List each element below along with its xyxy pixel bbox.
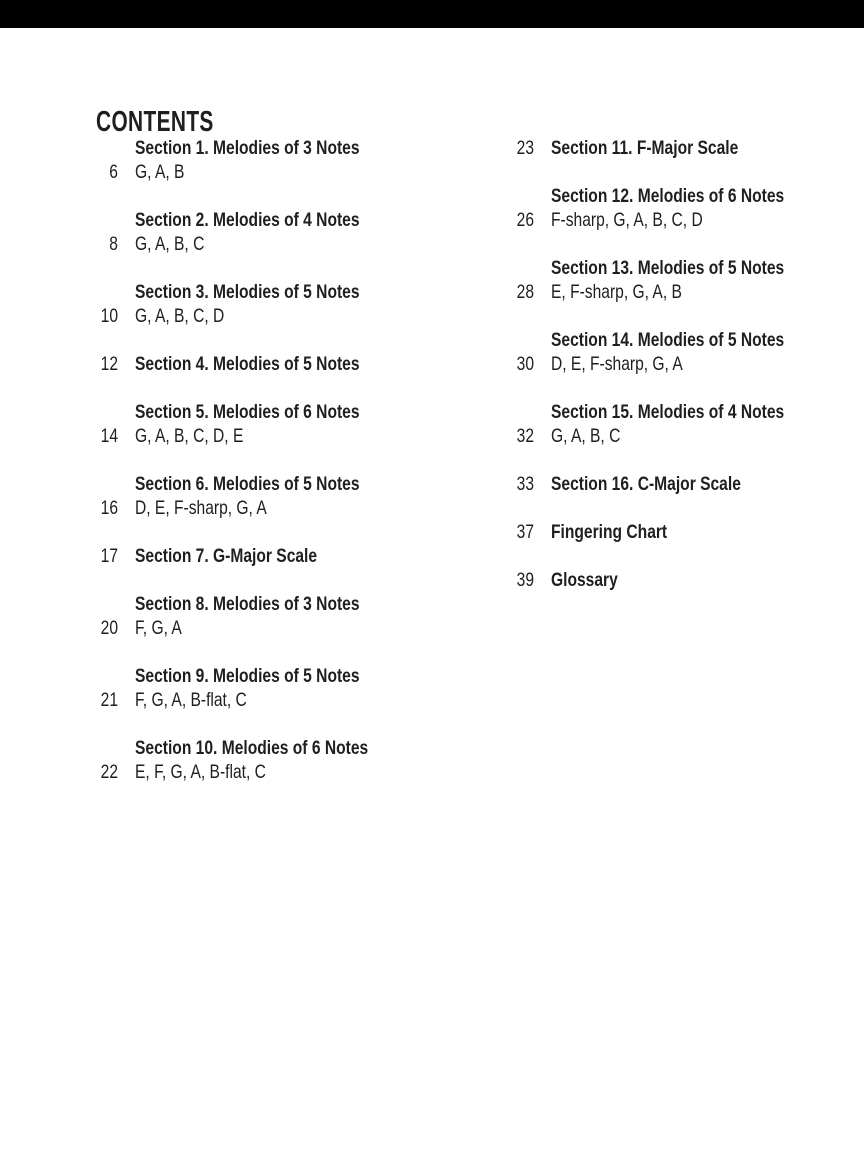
entry-title: Section 16. C-Major Scale — [551, 473, 741, 495]
toc-right-column — [486, 136, 856, 616]
toc-entry-title-line — [486, 256, 856, 280]
toc-entry — [70, 208, 440, 256]
entry-title: Section 8. Melodies of 3 Notes — [135, 593, 360, 615]
toc-entry-title-line — [486, 472, 856, 496]
toc-entry-title-line — [70, 136, 440, 160]
toc-entry — [70, 736, 440, 784]
entry-notes: F-sharp, G, A, B, C, D — [551, 209, 703, 231]
page-number: 28 — [516, 281, 534, 303]
page-number: 16 — [100, 497, 118, 519]
toc-entry-notes-line — [70, 232, 440, 256]
toc-entry-notes-line — [70, 688, 440, 712]
entry-notes: G, A, B — [135, 161, 185, 183]
page-number: 23 — [516, 137, 534, 159]
entry-notes: G, A, B, C — [135, 233, 205, 255]
toc-entry-title-line — [70, 544, 440, 568]
entry-notes: F, G, A — [135, 617, 182, 639]
toc-entry-notes-line — [486, 352, 856, 376]
entry-title: Section 6. Melodies of 5 Notes — [135, 473, 360, 495]
toc-entry-title-line — [70, 400, 440, 424]
entry-title: Glossary — [551, 569, 618, 591]
page-number: 10 — [100, 305, 118, 327]
page-number: 26 — [516, 209, 534, 231]
page-number: 8 — [109, 233, 118, 255]
toc-entry-notes-line — [70, 616, 440, 640]
toc-entry — [70, 136, 440, 184]
entry-notes: F, G, A, B-flat, C — [135, 689, 247, 711]
page-number — [80, 472, 118, 496]
entry-title: Section 12. Melodies of 6 Notes — [551, 185, 785, 207]
toc-entry-title-line — [70, 592, 440, 616]
page-number — [80, 136, 118, 160]
entry-title: Section 2. Melodies of 4 Notes — [135, 209, 360, 231]
page-number: 22 — [100, 761, 118, 783]
page-title: CONTENTS — [96, 106, 214, 139]
toc-entry — [70, 544, 440, 568]
toc-entry-title-line — [70, 208, 440, 232]
page-number — [496, 400, 534, 424]
page-number — [80, 208, 118, 232]
entry-title: Fingering Chart — [551, 521, 668, 543]
toc-entry-notes-line — [70, 424, 440, 448]
entry-notes: D, E, F-sharp, G, A — [551, 353, 683, 375]
page-number — [80, 592, 118, 616]
page-number — [80, 280, 118, 304]
toc-entry-title-line — [486, 400, 856, 424]
toc-entry — [486, 328, 856, 376]
entry-notes: D, E, F-sharp, G, A — [135, 497, 267, 519]
toc-entry-notes-line — [486, 280, 856, 304]
toc-entry-title-line — [70, 736, 440, 760]
entry-notes: G, A, B, C, D, E — [135, 425, 244, 447]
toc-entry-notes-line — [70, 160, 440, 184]
page-number — [80, 736, 118, 760]
entry-notes: E, F-sharp, G, A, B — [551, 281, 682, 303]
toc-entry-title-line — [486, 520, 856, 544]
toc-entry — [486, 256, 856, 304]
page-number: 21 — [100, 689, 118, 711]
page-number: 14 — [100, 425, 118, 447]
entry-title: Section 7. G-Major Scale — [135, 545, 318, 567]
toc-entry — [70, 592, 440, 640]
toc-entry — [486, 400, 856, 448]
page-number: 30 — [516, 353, 534, 375]
toc-entry — [486, 472, 856, 496]
toc-entry-notes-line — [70, 496, 440, 520]
page-number: 20 — [100, 617, 118, 639]
toc-entry — [70, 472, 440, 520]
entry-title: Section 5. Melodies of 6 Notes — [135, 401, 360, 423]
entry-title: Section 13. Melodies of 5 Notes — [551, 257, 785, 279]
toc-entry-title-line — [70, 664, 440, 688]
toc-entry-title-line — [486, 184, 856, 208]
toc-entry-notes-line — [486, 208, 856, 232]
toc-entry-notes-line — [486, 424, 856, 448]
entry-title: Section 15. Melodies of 4 Notes — [551, 401, 785, 423]
page-number — [80, 664, 118, 688]
entry-title: Section 4. Melodies of 5 Notes — [135, 353, 360, 375]
toc-entry-title-line — [486, 328, 856, 352]
page-number — [80, 400, 118, 424]
entry-notes: E, F, G, A, B-flat, C — [135, 761, 266, 783]
toc-left-column — [70, 136, 440, 808]
toc-entry — [70, 400, 440, 448]
toc-entry — [486, 136, 856, 160]
entry-title: Section 1. Melodies of 3 Notes — [135, 137, 360, 159]
toc-entry-title-line — [70, 280, 440, 304]
entry-title: Section 10. Melodies of 6 Notes — [135, 737, 369, 759]
page-number: 6 — [109, 161, 118, 183]
page-number: 37 — [516, 521, 534, 543]
toc-entry-title-line — [486, 568, 856, 592]
toc-entry-notes-line — [70, 760, 440, 784]
toc-entry — [486, 568, 856, 592]
toc-entry — [70, 664, 440, 712]
toc-entry-notes-line — [70, 304, 440, 328]
toc-entry — [486, 184, 856, 232]
page-number — [496, 184, 534, 208]
page-number: 32 — [516, 425, 534, 447]
page-number: 12 — [100, 353, 118, 375]
toc-entry-title-line — [486, 136, 856, 160]
toc-entry — [70, 280, 440, 328]
entry-title: Section 14. Melodies of 5 Notes — [551, 329, 785, 351]
toc-entry-title-line — [70, 352, 440, 376]
entry-title: Section 11. F-Major Scale — [551, 137, 739, 159]
page-number: 33 — [516, 473, 534, 495]
entry-title: Section 9. Melodies of 5 Notes — [135, 665, 360, 687]
toc-entry-title-line — [70, 472, 440, 496]
page-number — [496, 328, 534, 352]
page-number: 17 — [100, 545, 118, 567]
toc-entry — [486, 520, 856, 544]
entry-notes: G, A, B, C, D — [135, 305, 225, 327]
page-number: 39 — [516, 569, 534, 591]
toc-entry — [70, 352, 440, 376]
entry-title: Section 3. Melodies of 5 Notes — [135, 281, 360, 303]
page-top-scan-bar — [0, 0, 864, 28]
entry-notes: G, A, B, C — [551, 425, 621, 447]
page-number — [496, 256, 534, 280]
